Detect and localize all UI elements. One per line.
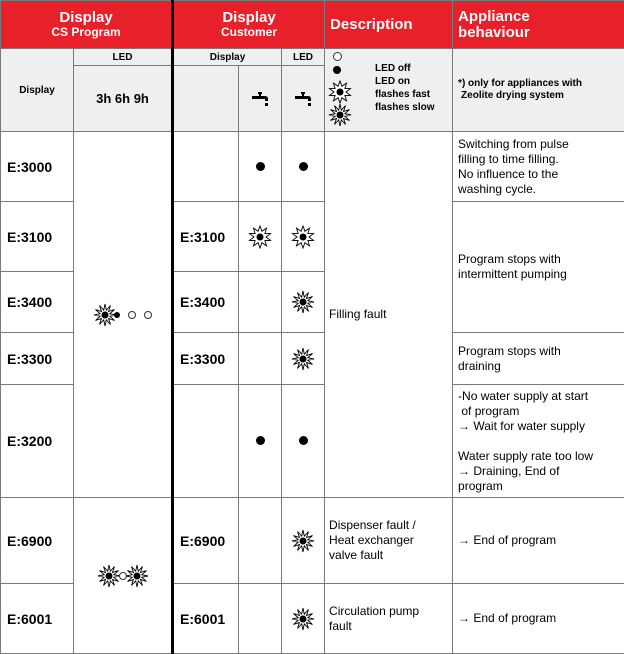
customer-code: E:6900: [173, 498, 239, 584]
header-customer: Display Customer: [173, 1, 325, 49]
flash-slow-icon: [282, 272, 325, 333]
behaviour-filling: Program stops with intermittent pumping: [453, 202, 624, 333]
behaviour: Switching from pulse filling to time filling. No influence to the washing cycle.: [453, 132, 624, 202]
subheader-led-hours: 3h 6h 9h: [74, 66, 173, 132]
led-on-icon: [282, 385, 325, 498]
table-row: [1, 132, 624, 202]
customer-code: [173, 132, 239, 202]
description-filling: Filling fault: [325, 132, 453, 498]
led-on-icon: [282, 132, 325, 202]
cs-led-pattern-fault: [74, 498, 173, 654]
subheader-customer-blank: [173, 66, 239, 132]
led-on-icon: [239, 385, 282, 498]
header-appliance: Appliance behaviour: [453, 1, 624, 49]
customer-code: E:3400: [173, 272, 239, 333]
legend: LED off LED on flashes fast flashes slow: [325, 49, 453, 132]
flash-fast-icon: [328, 80, 352, 104]
table-row: [1, 498, 624, 584]
header-description: Description: [325, 1, 453, 49]
flash-fast-icon: [239, 202, 282, 272]
description: Circulation pump fault: [325, 584, 453, 654]
flash-slow-icon: [328, 103, 352, 127]
led-on-icon: [239, 132, 282, 202]
led-off-cell: [239, 584, 282, 654]
behaviour: -No water supply at start of program → Wait for water supply Water supply rate too low → Draining, End of program: [453, 385, 624, 498]
led-off-cell: [239, 272, 282, 333]
behaviour: → End of program: [453, 584, 624, 654]
customer-code: E:6001: [173, 584, 239, 654]
faucet-icon: [282, 66, 325, 132]
led-off-cell: [239, 333, 282, 385]
flash-slow-icon: [282, 333, 325, 385]
flash-fast-icon: [282, 202, 325, 272]
error-code: E:3200: [1, 385, 74, 498]
led-on-icon: [333, 66, 341, 77]
description: Dispenser fault / Heat exchanger valve fault: [325, 498, 453, 584]
error-code: E:6001: [1, 584, 74, 654]
led-off-cell: [239, 498, 282, 584]
flash-slow-icon: [282, 498, 325, 584]
customer-code: E:3100: [173, 202, 239, 272]
appliance-note: *) only for appliances with Zeolite drying system: [453, 49, 624, 132]
flash-slow-icon: [282, 584, 325, 654]
cs-led-pattern-filling: [74, 132, 173, 498]
error-code: E:3000: [1, 132, 74, 202]
customer-code: [173, 385, 239, 498]
led-off-icon: [333, 51, 342, 62]
error-code: E:3100: [1, 202, 74, 272]
customer-code: E:3300: [173, 333, 239, 385]
subheader-led: LED: [74, 49, 173, 66]
faucet-icon: [239, 66, 282, 132]
behaviour: Program stops with draining: [453, 333, 624, 385]
subheader-display: Display: [1, 49, 74, 132]
error-code: E:3300: [1, 333, 74, 385]
behaviour: → End of program: [453, 498, 624, 584]
header-cs-program: Display CS Program: [1, 1, 173, 49]
subheader-customer-display: Display: [173, 49, 282, 66]
error-code: E:3400: [1, 272, 74, 333]
subheader-customer-led: LED: [282, 49, 325, 66]
error-code: E:6900: [1, 498, 74, 584]
